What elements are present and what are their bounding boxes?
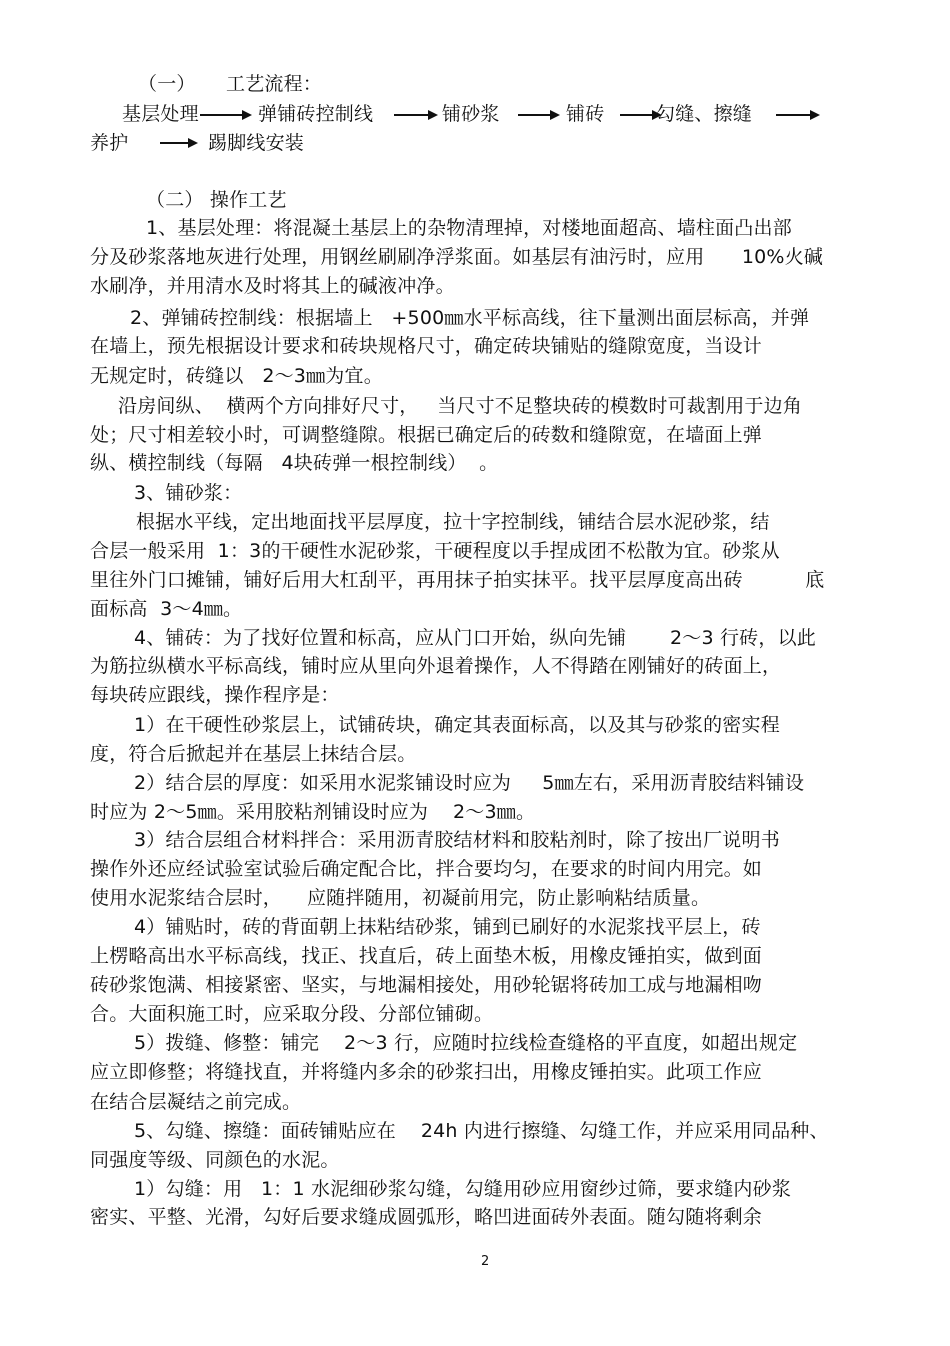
text-line: 5）拨缝、修整：铺完 2～3 行，应随时拉线检查缝格的平直度，如超出规定: [134, 1032, 798, 1054]
text-line: 根据水平线，定出地面找平层厚度，拉十字控制线，铺结合层水泥砂浆，结: [136, 511, 770, 533]
flow-arrow-icon: [776, 114, 812, 116]
text-line: 合层一般采用 1：3的干硬性水泥砂浆，干硬程度以手捏成团不松散为宜。砂浆从: [90, 540, 780, 562]
flow-heading-number: （一）: [138, 73, 196, 95]
text-line: 1）在干硬性砂浆层上，试铺砖块，确定其表面标高，以及其与砂浆的密实程: [134, 714, 780, 736]
text-line: 4）铺贴时，砖的背面朝上抹粘结砂浆，铺到已刷好的水泥浆找平层上，砖: [134, 916, 761, 938]
text-line: 3）结合层组合材料拌合：采用沥青胶结材料和胶粘剂时，除了按出厂说明书: [134, 829, 780, 851]
text-line: 纵、横控制线（每隔 4块砖弹一根控制线） 。: [90, 452, 499, 474]
text-line: 为筋拉纵横水平标高线，铺时应从里向外退着操作，人不得踏在刚铺好的砖面上，: [90, 655, 782, 677]
text-line: 1、基层处理：将混凝土基层上的杂物清理掉，对楼地面超高、墙柱面凸出部: [146, 217, 792, 239]
text-line: 度，符合后掀起并在基层上抹结合层。: [90, 743, 417, 765]
flow-step-control-line: 弹铺砖控制线: [258, 103, 374, 125]
text-line: 时应为 2～5㎜。采用胶粘剂铺设时应为 2～3㎜。: [90, 801, 536, 823]
text-line: 分及砂浆落地灰进行处理，用钢丝刷刷净浮浆面。如基层有油污时，应用 10%火碱: [90, 246, 824, 268]
flow-arrow-icon: [518, 114, 552, 116]
page-number: 2: [481, 1254, 490, 1269]
text-line: 同强度等级、同颜色的水泥。: [90, 1149, 340, 1171]
text-line: 1）勾缝：用 1：1 水泥细砂浆勾缝，勾缝用砂应用窗纱过筛，要求缝内砂浆: [134, 1178, 792, 1200]
flow-step-base: 基层处理: [122, 103, 199, 125]
flow-arrow-icon: [620, 114, 654, 116]
text-line: 砖砂浆饱满、相接紧密、坚实，与地漏相接处，用砂轮锯将砖加工成与地漏相吻: [90, 974, 763, 996]
flow-arrow-icon: [160, 142, 190, 144]
text-line: 无规定时，砖缝以 2～3㎜为宜。: [90, 365, 383, 387]
flow-step-skirting: 踢脚线安装: [208, 132, 305, 154]
text-line: 合。大面积施工时，应采取分段、分部位铺砌。: [90, 1003, 494, 1025]
text-line: 每块砖应跟线，操作程序是：: [90, 684, 340, 706]
flow-step-mortar: 铺砂浆: [442, 103, 500, 125]
text-line: 应立即修整；将缝找直，并将缝内多余的砂浆扫出，用橡皮锤拍实。此项工作应: [90, 1061, 763, 1083]
flow-arrow-icon: [200, 114, 244, 116]
text-line: 里往外门口摊铺，铺好后用大杠刮平，再用抹子拍实抹平。找平层厚度高出砖 底: [90, 569, 825, 591]
flow-arrow-icon: [394, 114, 430, 116]
text-line: 5、勾缝、擦缝：面砖铺贴应在 24h 内进行擦缝、勾缝工作，并应采用同品种、: [134, 1120, 829, 1142]
text-line: 操作外还应经试验室试验后确定配合比，拌合要均匀，在要求的时间内用完。如: [90, 858, 763, 880]
text-line: 2、弹铺砖控制线：根据墙上 +500㎜水平标高线，往下量测出面层标高，并弹: [130, 307, 810, 329]
text-line: 处；尺寸相差较小时，可调整缝隙。根据已确定后的砖数和缝隙宽，在墙面上弹: [90, 424, 763, 446]
flow-step-tile: 铺砖: [566, 103, 605, 125]
text-line: 面标高 3～4㎜。: [90, 598, 243, 620]
text-line: 沿房间纵、 横两个方向排好尺寸， 当尺寸不足整块砖的模数时可裁割用于边角: [118, 395, 802, 417]
flow-heading: 工艺流程：: [226, 73, 323, 95]
text-line: 2）结合层的厚度：如采用水泥浆铺设时应为 5㎜左右，采用沥青胶结料铺设: [134, 772, 805, 794]
section-heading: （二） 操作工艺: [146, 189, 287, 211]
flow-step-curing: 养护: [90, 132, 129, 154]
text-line: 在墙上，预先根据设计要求和砖块规格尺寸，确定砖块铺贴的缝隙宽度，当设计: [90, 335, 763, 357]
text-line: 使用水泥浆结合层时， 应随拌随用，初凝前用完，防止影响粘结质量。: [90, 887, 711, 909]
text-line: 在结合层凝结之前完成。: [90, 1091, 302, 1113]
text-line: 3、铺砂浆：: [134, 482, 243, 504]
text-line: 上楞略高出水平标高线，找正、找直后，砖上面垫木板，用橡皮锤拍实，做到面: [90, 945, 763, 967]
text-line: 密实、平整、光滑，勾好后要求缝成圆弧形，略凹进面砖外表面。随勾随将剩余: [90, 1206, 763, 1228]
text-line: 4、铺砖：为了找好位置和标高，应从门口开始，纵向先铺 2～3 行砖，以此: [134, 627, 816, 649]
flow-step-joint: 勾缝、擦缝: [656, 103, 753, 125]
text-line: 水刷净，并用清水及时将其上的碱液冲净。: [90, 275, 455, 297]
